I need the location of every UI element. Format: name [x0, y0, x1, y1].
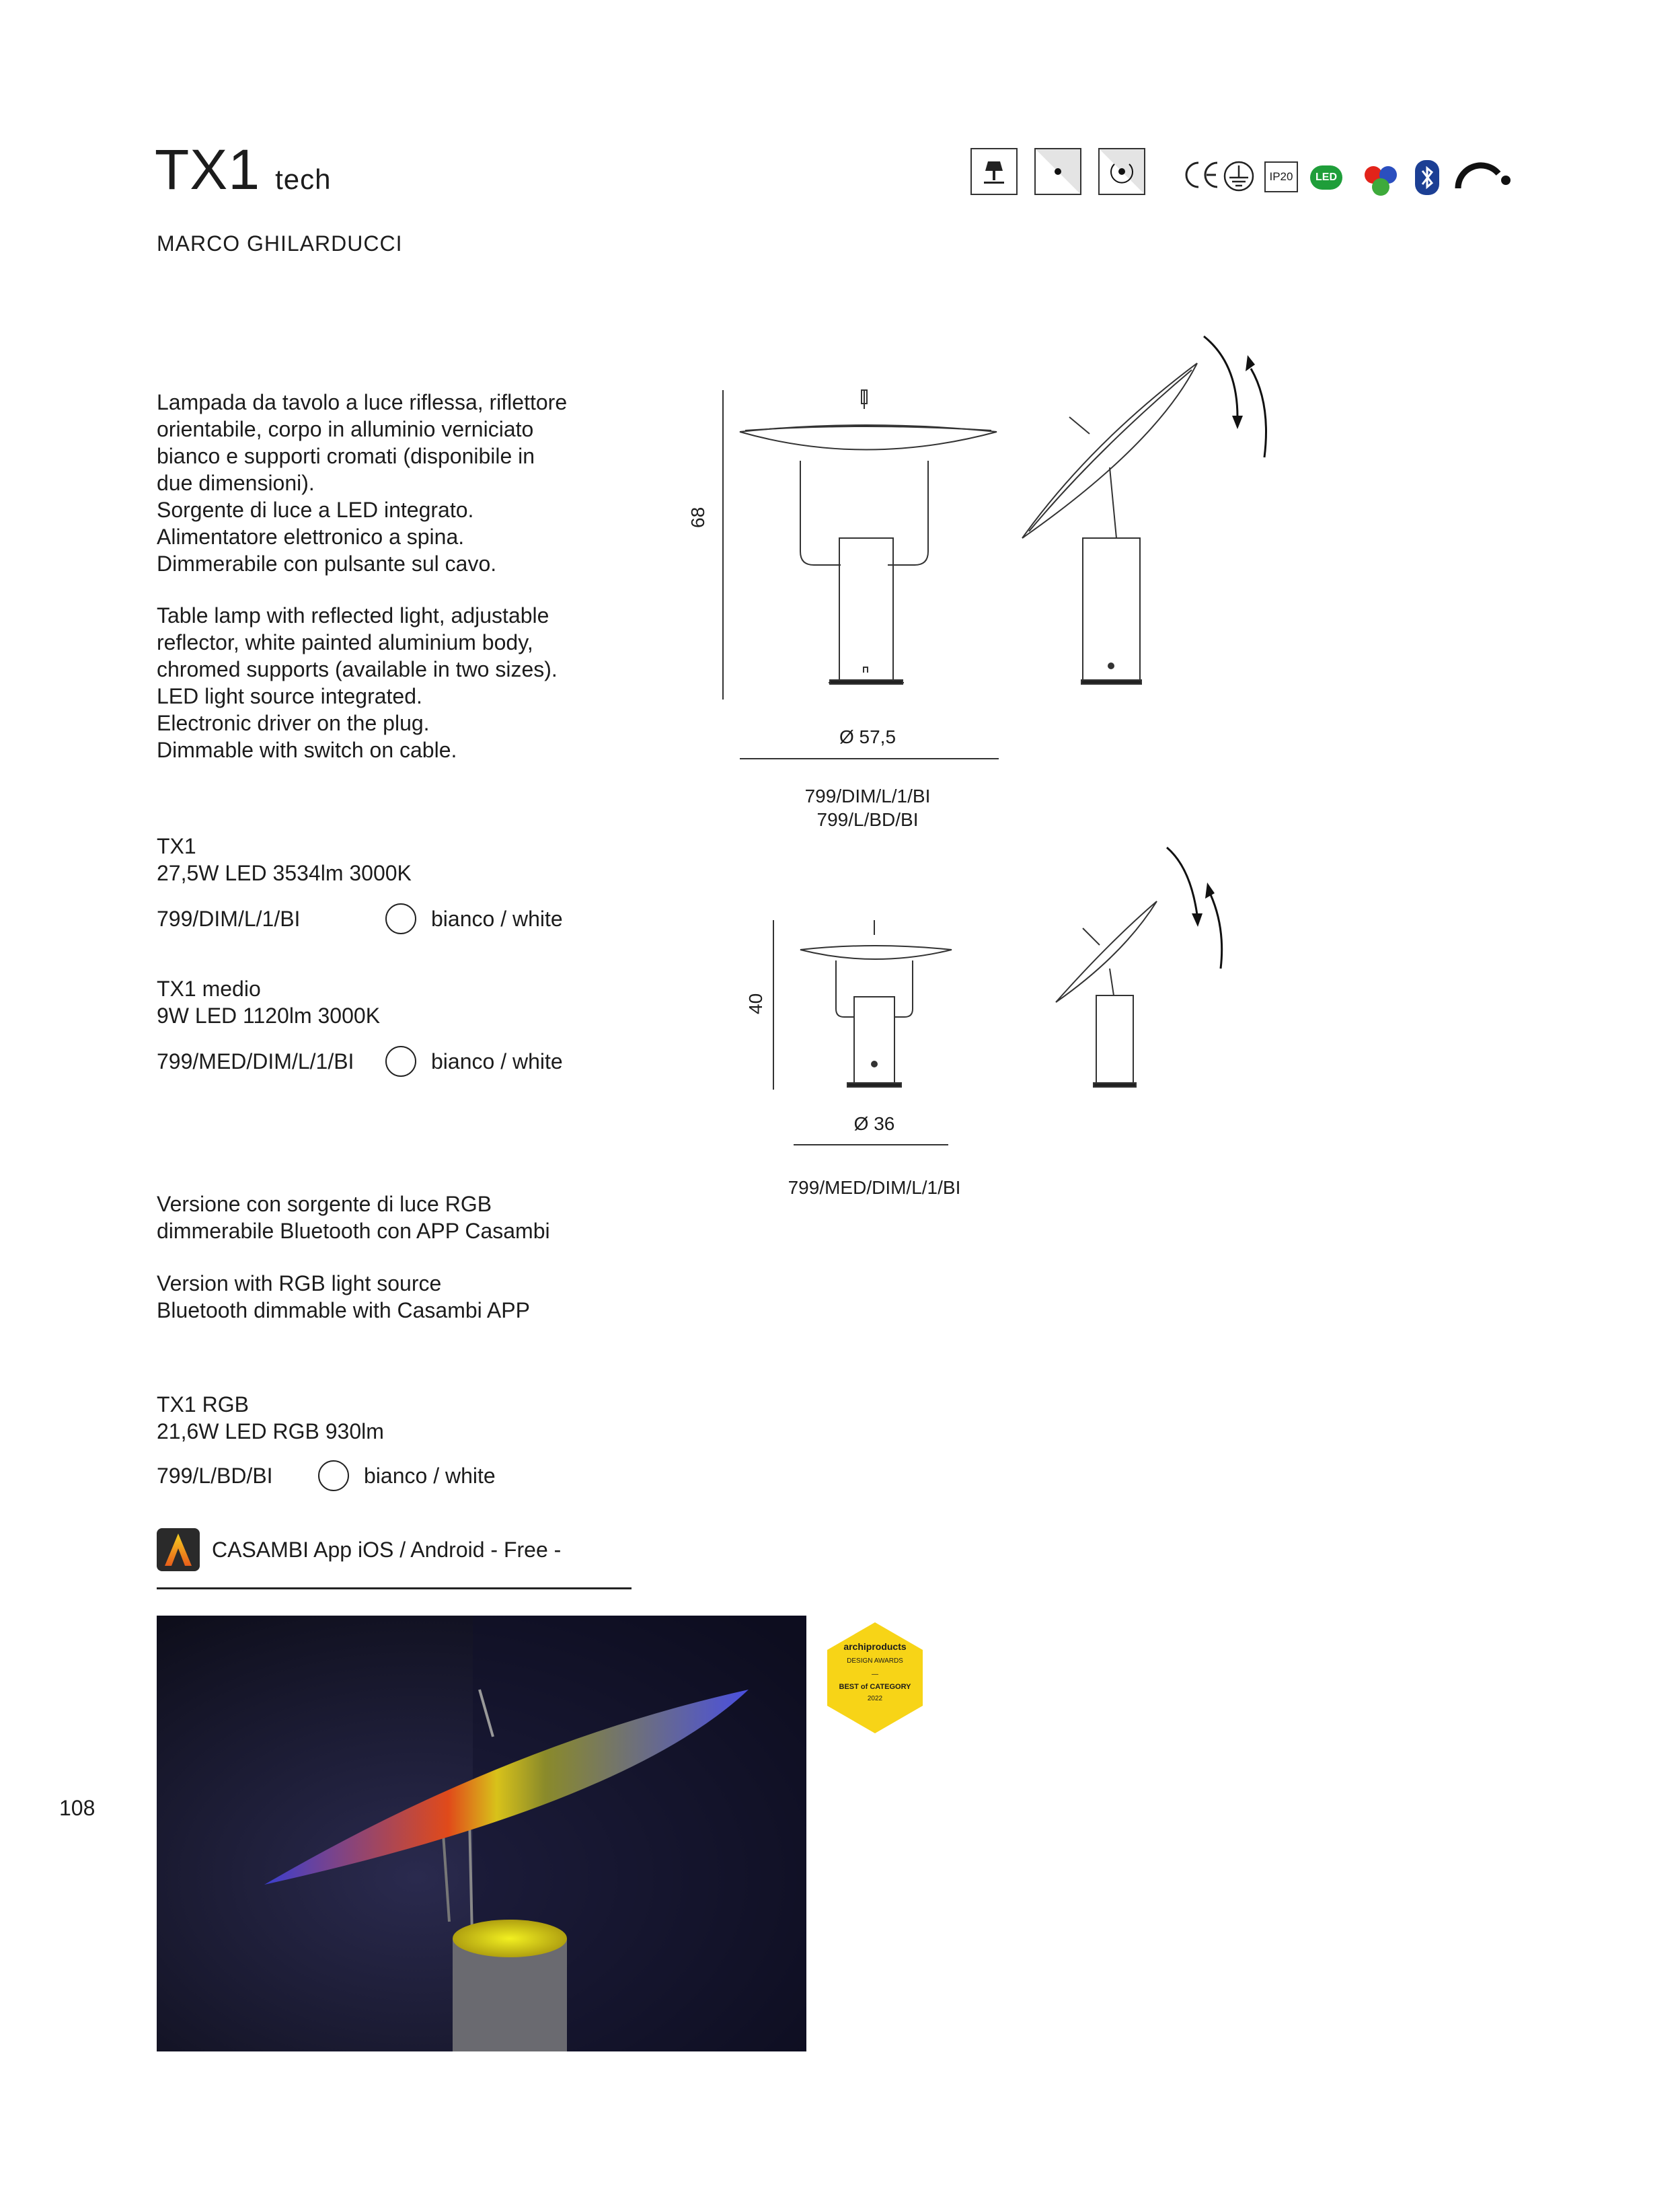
height-label-medium: 40 — [745, 993, 766, 1014]
ce-mark-icon — [1182, 159, 1221, 194]
product-variant-row — [157, 1043, 563, 1080]
page-number: 108 — [59, 1796, 96, 1820]
diameter-label-large: Ø 57,5 — [839, 726, 896, 747]
award-brand: archiproducts — [843, 1641, 907, 1652]
product-name: TX1 — [157, 834, 196, 858]
rgb-description-italian: Versione con sorgente di luce RGB dimmerabile Bluetooth con APP Casambi — [157, 1192, 550, 1243]
award-category: BEST of CATEGORY — [839, 1683, 911, 1691]
product-code: 799/DIM/L/1/BI — [157, 906, 301, 931]
table-lamp-icon — [970, 148, 1018, 195]
adjustable-reflector-icon — [1098, 148, 1145, 195]
description-italian: Lampada da tavolo a luce riflessa, riflettore orientabile, corpo in alluminio verniciato bianco e supporti cromati (disponibile in due dimensioni). Sorgente di luce a LED integrato. Alimentatore elettronico a spina. Dimmerabile con pulsante sul cavo. — [157, 390, 568, 576]
earth-ground-icon — [1223, 160, 1255, 196]
product-name: TX1 RGB — [157, 1392, 249, 1417]
divider — [157, 1587, 632, 1589]
casambi-label: CASAMBI App iOS / Android - Free - — [212, 1537, 562, 1562]
technical-drawings — [673, 323, 1305, 1211]
model-code-label: 799/L/BD/BI — [816, 809, 919, 830]
white-color-swatch — [385, 903, 416, 934]
product-variant-row — [157, 900, 563, 938]
color-label: bianco / white — [431, 906, 563, 931]
product-variant-row — [157, 1457, 496, 1495]
product-photo — [157, 1616, 806, 2051]
award-badge — [827, 1622, 923, 1737]
color-label: bianco / white — [431, 1049, 563, 1073]
page-title: TX1 tech — [155, 138, 332, 201]
award-separator: — — [872, 1671, 878, 1678]
reflected-light-icon — [1034, 148, 1081, 195]
white-color-swatch — [385, 1046, 416, 1077]
award-year: 2022 — [867, 1695, 883, 1702]
designer-name: MARCO GHILARDUCCI — [157, 231, 403, 256]
bluetooth-icon — [1415, 160, 1439, 198]
product-code: 799/L/BD/BI — [157, 1463, 273, 1488]
led-icon: LED — [1310, 165, 1342, 190]
model-code-label: 799/DIM/L/1/BI — [804, 786, 931, 806]
model-code-label: 799/MED/DIM/L/1/BI — [788, 1177, 961, 1198]
product-name: TX1 medio — [157, 977, 261, 1001]
award-title: DESIGN AWARDS — [847, 1657, 903, 1665]
rgb-description-english: Version with RGB light source Bluetooth dimmable with Casambi APP — [157, 1271, 530, 1322]
casambi-app-icon — [157, 1528, 200, 1571]
dimmer-icon — [1454, 161, 1512, 196]
description-english: Table lamp with reflected light, adjustable reflector, white painted aluminium body, chromed supports (available in two sizes). LED light source integrated. Electronic driver on the plug. Dimmable with switch on cable. — [157, 603, 558, 762]
product-spec: 9W LED 1120lm 3000K — [157, 1004, 381, 1028]
product-code: 799/MED/DIM/L/1/BI — [157, 1049, 354, 1073]
product-spec: 21,6W LED RGB 930lm — [157, 1419, 384, 1443]
ip20-icon: IP20 — [1264, 161, 1298, 192]
page-subtitle: tech — [275, 163, 332, 195]
casambi-app-link[interactable] — [157, 1528, 561, 1571]
rgb-icon — [1363, 161, 1400, 202]
diameter-label-medium: Ø 36 — [853, 1113, 895, 1134]
color-label: bianco / white — [364, 1463, 496, 1488]
white-color-swatch — [318, 1460, 349, 1491]
product-spec: 27,5W LED 3534lm 3000K — [157, 861, 412, 885]
height-label-large: 68 — [687, 506, 708, 528]
